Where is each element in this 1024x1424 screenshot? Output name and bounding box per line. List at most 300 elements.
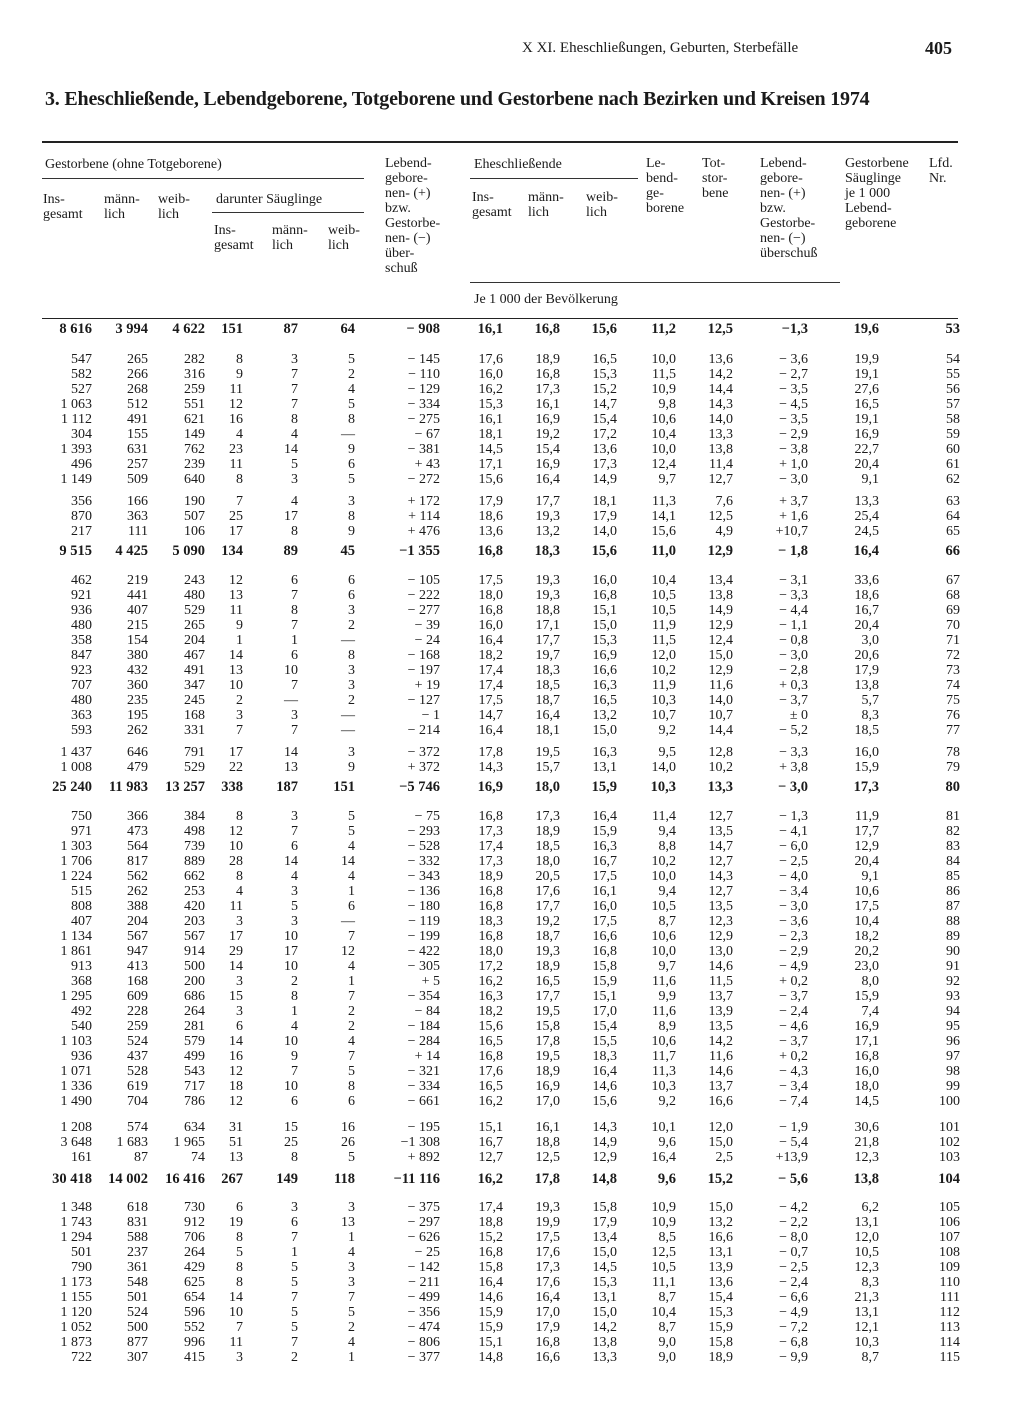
cell-weiblich: 706 <box>184 1230 205 1245</box>
cell-e-insgesamt: 16,0 <box>478 618 503 633</box>
cell-ueberschuss-rate: − 5,6 <box>777 1171 808 1187</box>
cell-saeuglinge-rate: 23,0 <box>854 959 879 974</box>
cell-totgeborene: 15,8 <box>708 1335 733 1350</box>
cell-e-maennlich: 19,7 <box>535 648 560 663</box>
cell-lebendgeborene: 10,6 <box>651 929 676 944</box>
cell-lfd-nr: 56 <box>946 382 960 397</box>
cell-maennlich: 817 <box>127 854 148 869</box>
cell-s-weiblich: 6 <box>348 457 355 472</box>
cell-ueberschuss: + 14 <box>414 1049 440 1064</box>
cell-e-maennlich: 16,9 <box>535 457 560 472</box>
cell-saeuglinge-rate: 19,9 <box>854 352 879 367</box>
cell-saeuglinge-rate: 18,0 <box>854 1079 879 1094</box>
cell-e-maennlich: 19,3 <box>535 588 560 603</box>
cell-ueberschuss: − 199 <box>407 929 440 944</box>
table-row <box>0 1290 1024 1305</box>
cell-ueberschuss-rate: − 3,8 <box>779 442 808 457</box>
cell-lfd-nr: 97 <box>946 1049 960 1064</box>
cell-lfd-nr: 78 <box>946 745 960 760</box>
cell-e-insgesamt: 18,2 <box>478 1004 503 1019</box>
cell-e-insgesamt: 18,3 <box>478 914 503 929</box>
cell-e-maennlich: 18,3 <box>534 543 560 559</box>
cell-e-insgesamt: 17,6 <box>478 352 503 367</box>
cell-lebendgeborene: 14,1 <box>651 509 676 524</box>
cell-ueberschuss: −1 308 <box>400 1135 440 1150</box>
cell-weiblich: 264 <box>184 1245 205 1260</box>
cell-lfd-nr: 82 <box>946 824 960 839</box>
cell-s-weiblich: 64 <box>340 321 355 337</box>
cell-lfd-nr: 114 <box>939 1335 960 1350</box>
cell-e-weiblich: 17,5 <box>592 869 617 884</box>
cell-s-maennlich: 187 <box>276 779 298 795</box>
cell-maennlich: 195 <box>127 708 148 723</box>
cell-e-maennlich: 17,3 <box>535 382 560 397</box>
cell-totgeborene: 13,7 <box>708 989 733 1004</box>
cell-s-maennlich: 7 <box>291 678 298 693</box>
cell-e-insgesamt: 16,0 <box>478 367 503 382</box>
cell-s-maennlich: 1 <box>291 1004 298 1019</box>
cell-s-weiblich: 151 <box>333 779 355 795</box>
cell-s-insgesamt: 31 <box>229 1120 243 1135</box>
cell-s-insgesamt: 19 <box>229 1215 243 1230</box>
cell-lebendgeborene: 8,7 <box>658 914 676 929</box>
cell-insgesamt: 790 <box>71 1260 92 1275</box>
cell-insgesamt: 1 120 <box>60 1305 92 1320</box>
cell-maennlich: 262 <box>127 884 148 899</box>
cell-e-weiblich: 16,3 <box>592 839 617 854</box>
cell-e-maennlich: 16,4 <box>535 708 560 723</box>
cell-e-insgesamt: 16,2 <box>477 1171 503 1187</box>
cell-maennlich: 407 <box>127 603 148 618</box>
cell-totgeborene: 13,1 <box>708 1245 733 1260</box>
cell-totgeborene: 12,9 <box>708 618 733 633</box>
cell-weiblich: 786 <box>184 1094 205 1109</box>
cell-totgeborene: 14,7 <box>708 839 733 854</box>
cell-insgesamt: 363 <box>71 708 92 723</box>
cell-ueberschuss-rate: + 3,8 <box>779 760 808 775</box>
cell-saeuglinge-rate: 18,5 <box>854 723 879 738</box>
cell-s-insgesamt: 10 <box>229 839 243 854</box>
cell-weiblich: 500 <box>184 959 205 974</box>
cell-ueberschuss: + 5 <box>421 974 440 989</box>
cell-s-maennlich: 4 <box>291 494 298 509</box>
table-row <box>0 708 1024 723</box>
cell-weiblich: 203 <box>184 914 205 929</box>
cell-e-maennlich: 15,8 <box>535 1019 560 1034</box>
cell-ueberschuss-rate: − 3,0 <box>777 779 808 795</box>
cell-saeuglinge-rate: 17,7 <box>854 824 879 839</box>
cell-e-weiblich: 16,4 <box>592 1064 617 1079</box>
table-row <box>0 854 1024 869</box>
cell-lebendgeborene: 10,4 <box>651 573 676 588</box>
cell-e-weiblich: 15,3 <box>592 367 617 382</box>
cell-weiblich: 739 <box>184 839 205 854</box>
cell-s-maennlich: 6 <box>291 648 298 663</box>
cell-insgesamt: 750 <box>71 809 92 824</box>
cell-s-maennlich: 3 <box>291 914 298 929</box>
header-insgesamt: Ins- gesamt <box>43 192 83 222</box>
cell-lfd-nr: 104 <box>938 1171 960 1187</box>
cell-s-weiblich: 12 <box>341 944 355 959</box>
cell-lebendgeborene: 10,0 <box>651 944 676 959</box>
cell-insgesamt: 1 437 <box>60 745 92 760</box>
cell-e-maennlich: 18,8 <box>535 603 560 618</box>
cell-ueberschuss-rate: − 1,3 <box>779 809 808 824</box>
cell-s-maennlich: — <box>284 693 298 708</box>
cell-lebendgeborene: 9,0 <box>658 1335 676 1350</box>
cell-lebendgeborene: 10,3 <box>650 779 676 795</box>
cell-e-insgesamt: 15,8 <box>478 1260 503 1275</box>
cell-lfd-nr: 108 <box>939 1245 960 1260</box>
cell-s-maennlich: 14 <box>284 745 298 760</box>
cell-saeuglinge-rate: 16,9 <box>854 1019 879 1034</box>
cell-ueberschuss-rate: −1,3 <box>781 321 808 337</box>
cell-s-insgesamt: 16 <box>229 412 243 427</box>
cell-e-insgesamt: 16,2 <box>478 1094 503 1109</box>
cell-e-insgesamt: 18,9 <box>478 869 503 884</box>
cell-saeuglinge-rate: 8,7 <box>861 1350 879 1365</box>
cell-s-weiblich: 3 <box>348 745 355 760</box>
cell-s-insgesamt: 8 <box>236 1275 243 1290</box>
cell-ueberschuss-rate: − 4,1 <box>779 824 808 839</box>
cell-ueberschuss-rate: − 3,0 <box>779 899 808 914</box>
page-title: 3. Eheschließende, Lebendgeborene, Totgeborene und Gestorbene nach Bezirken und Kreisen 1974 <box>45 88 870 110</box>
cell-e-insgesamt: 15,9 <box>478 1320 503 1335</box>
cell-e-maennlich: 16,9 <box>535 1079 560 1094</box>
cell-lebendgeborene: 9,7 <box>658 959 676 974</box>
header-maennlich: männ- lich <box>104 192 140 222</box>
cell-ueberschuss: − 129 <box>407 382 440 397</box>
cell-insgesamt: 923 <box>71 663 92 678</box>
header-s-maennlich: männ- lich <box>272 223 308 253</box>
table-row <box>0 780 1024 795</box>
cell-totgeborene: 12,5 <box>707 321 733 337</box>
cell-s-weiblich: — <box>341 708 355 723</box>
table-row <box>0 1019 1024 1034</box>
cell-lebendgeborene: 8,8 <box>658 839 676 854</box>
cell-totgeborene: 14,0 <box>708 412 733 427</box>
cell-e-maennlich: 17,6 <box>535 1245 560 1260</box>
cell-s-insgesamt: 14 <box>229 648 243 663</box>
cell-e-weiblich: 15,0 <box>592 1245 617 1260</box>
cell-s-maennlich: 10 <box>284 1034 298 1049</box>
cell-s-insgesamt: 6 <box>236 1019 243 1034</box>
cell-s-weiblich: 5 <box>348 397 355 412</box>
cell-totgeborene: 13,5 <box>708 824 733 839</box>
cell-maennlich: 564 <box>127 839 148 854</box>
cell-s-insgesamt: 11 <box>229 1335 243 1350</box>
cell-totgeborene: 18,9 <box>708 1350 733 1365</box>
cell-e-weiblich: 14,9 <box>592 472 617 487</box>
cell-e-weiblich: 14,8 <box>591 1171 617 1187</box>
cell-ueberschuss: − 626 <box>407 1230 440 1245</box>
cell-lfd-nr: 89 <box>946 929 960 944</box>
cell-s-weiblich: 3 <box>348 494 355 509</box>
cell-insgesamt: 407 <box>71 914 92 929</box>
header-lfd-nr: Lfd. Nr. <box>929 156 953 186</box>
cell-maennlich: 360 <box>127 678 148 693</box>
cell-totgeborene: 13,2 <box>708 1215 733 1230</box>
cell-e-maennlich: 18,9 <box>535 959 560 974</box>
table-row <box>0 1172 1024 1187</box>
cell-totgeborene: 4,9 <box>715 524 733 539</box>
cell-s-insgesamt: 29 <box>229 944 243 959</box>
table-row <box>0 974 1024 989</box>
cell-maennlich: 567 <box>127 929 148 944</box>
table-row <box>0 1135 1024 1150</box>
cell-e-maennlich: 16,9 <box>535 412 560 427</box>
cell-s-maennlich: 3 <box>291 809 298 824</box>
cell-saeuglinge-rate: 24,5 <box>854 524 879 539</box>
cell-insgesamt: 1 008 <box>60 760 92 775</box>
cell-e-insgesamt: 15,2 <box>478 1230 503 1245</box>
cell-weiblich: 245 <box>184 693 205 708</box>
cell-ueberschuss-rate: − 5,2 <box>779 723 808 738</box>
cell-s-insgesamt: 11 <box>229 899 243 914</box>
cell-ueberschuss: − 110 <box>408 367 440 382</box>
cell-weiblich: 543 <box>184 1064 205 1079</box>
cell-saeuglinge-rate: 3,0 <box>861 633 879 648</box>
cell-s-weiblich: 7 <box>348 929 355 944</box>
cell-e-insgesamt: 17,5 <box>478 573 503 588</box>
cell-maennlich: 3 994 <box>115 321 148 337</box>
cell-s-insgesamt: 267 <box>221 1171 243 1187</box>
cell-e-insgesamt: 16,7 <box>478 1135 503 1150</box>
cell-saeuglinge-rate: 18,6 <box>854 588 879 603</box>
cell-e-insgesamt: 16,3 <box>478 989 503 1004</box>
cell-e-insgesamt: 18,8 <box>478 1215 503 1230</box>
cell-insgesamt: 936 <box>71 1049 92 1064</box>
cell-maennlich: 631 <box>127 442 148 457</box>
cell-e-weiblich: 13,6 <box>592 442 617 457</box>
table-row <box>0 899 1024 914</box>
cell-weiblich: 662 <box>184 869 205 884</box>
cell-maennlich: 168 <box>127 974 148 989</box>
cell-saeuglinge-rate: 15,9 <box>854 989 879 1004</box>
cell-lfd-nr: 101 <box>939 1120 960 1135</box>
cell-lfd-nr: 58 <box>946 412 960 427</box>
cell-s-insgesamt: 17 <box>229 745 243 760</box>
cell-maennlich: 947 <box>127 944 148 959</box>
cell-lfd-nr: 65 <box>946 524 960 539</box>
cell-ueberschuss-rate: − 3,7 <box>779 693 808 708</box>
cell-weiblich: 190 <box>184 494 205 509</box>
cell-saeuglinge-rate: 25,4 <box>854 509 879 524</box>
cell-maennlich: 548 <box>127 1275 148 1290</box>
cell-s-maennlich: 14 <box>284 442 298 457</box>
cell-lfd-nr: 102 <box>939 1135 960 1150</box>
cell-weiblich: 491 <box>184 663 205 678</box>
cell-lebendgeborene: 11,0 <box>651 543 676 559</box>
cell-lebendgeborene: 8,7 <box>658 1320 676 1335</box>
cell-ueberschuss: − 354 <box>407 989 440 1004</box>
cell-totgeborene: 13,9 <box>708 1260 733 1275</box>
cell-weiblich: 347 <box>184 678 205 693</box>
cell-e-weiblich: 16,4 <box>592 809 617 824</box>
header-s-weiblich: weib- lich <box>328 223 360 253</box>
table-row <box>0 1004 1024 1019</box>
cell-maennlich: 166 <box>127 494 148 509</box>
cell-weiblich: 640 <box>184 472 205 487</box>
cell-ueberschuss: − 381 <box>407 442 440 457</box>
cell-e-weiblich: 14,3 <box>592 1120 617 1135</box>
cell-e-weiblich: 14,7 <box>592 397 617 412</box>
cell-insgesamt: 722 <box>71 1350 92 1365</box>
cell-saeuglinge-rate: 12,3 <box>854 1260 879 1275</box>
cell-ueberschuss-rate: − 9,9 <box>779 1350 808 1365</box>
cell-s-insgesamt: 22 <box>229 760 243 775</box>
cell-insgesamt: 515 <box>71 884 92 899</box>
cell-lfd-nr: 98 <box>946 1064 960 1079</box>
cell-e-weiblich: 15,1 <box>592 989 617 1004</box>
cell-maennlich: 479 <box>127 760 148 775</box>
cell-weiblich: 253 <box>184 884 205 899</box>
cell-lfd-nr: 68 <box>946 588 960 603</box>
cell-s-maennlich: 3 <box>291 352 298 367</box>
cell-e-maennlich: 19,5 <box>535 1004 560 1019</box>
cell-s-insgesamt: 8 <box>236 352 243 367</box>
cell-lfd-nr: 105 <box>939 1200 960 1215</box>
cell-s-maennlich: 8 <box>291 989 298 1004</box>
cell-lebendgeborene: 10,4 <box>651 427 676 442</box>
cell-e-insgesamt: 16,4 <box>478 633 503 648</box>
cell-ueberschuss-rate: +13,9 <box>775 1150 808 1165</box>
cell-s-weiblich: 2 <box>348 618 355 633</box>
cell-ueberschuss: − 334 <box>407 1079 440 1094</box>
cell-lfd-nr: 91 <box>946 959 960 974</box>
cell-lebendgeborene: 10,0 <box>651 352 676 367</box>
cell-e-weiblich: 18,1 <box>592 494 617 509</box>
cell-lebendgeborene: 11,5 <box>652 367 676 382</box>
cell-ueberschuss-rate: − 4,9 <box>779 1305 808 1320</box>
cell-e-maennlich: 18,9 <box>535 824 560 839</box>
cell-saeuglinge-rate: 20,6 <box>854 648 879 663</box>
cell-totgeborene: 12,0 <box>708 1120 733 1135</box>
cell-lfd-nr: 85 <box>946 869 960 884</box>
cell-e-weiblich: 16,5 <box>592 693 617 708</box>
cell-e-insgesamt: 17,3 <box>478 854 503 869</box>
cell-lebendgeborene: 10,5 <box>651 1260 676 1275</box>
table-row <box>0 457 1024 472</box>
cell-e-insgesamt: 16,8 <box>477 543 503 559</box>
cell-e-maennlich: 17,6 <box>535 884 560 899</box>
cell-e-maennlich: 17,7 <box>535 633 560 648</box>
cell-s-weiblich: 6 <box>348 899 355 914</box>
cell-lebendgeborene: 11,7 <box>652 1049 676 1064</box>
cell-s-maennlich: 17 <box>284 944 298 959</box>
cell-ueberschuss: + 476 <box>407 524 440 539</box>
cell-s-maennlich: 10 <box>284 929 298 944</box>
cell-lfd-nr: 112 <box>939 1305 960 1320</box>
header-totgeborene: Tot- stor- bene <box>702 156 729 201</box>
cell-lebendgeborene: 10,1 <box>651 1120 676 1135</box>
cell-e-maennlich: 18,1 <box>535 723 560 738</box>
table-row <box>0 322 1024 337</box>
cell-s-weiblich: 2 <box>348 367 355 382</box>
table-row <box>0 1094 1024 1109</box>
cell-ueberschuss-rate: − 3,5 <box>779 412 808 427</box>
table-row <box>0 494 1024 509</box>
cell-s-insgesamt: 12 <box>229 1094 243 1109</box>
cell-s-weiblich: 9 <box>348 524 355 539</box>
cell-lfd-nr: 64 <box>946 509 960 524</box>
cell-lfd-nr: 70 <box>946 618 960 633</box>
cell-insgesamt: 582 <box>71 367 92 382</box>
cell-maennlich: 831 <box>127 1215 148 1230</box>
cell-e-maennlich: 16,8 <box>535 1335 560 1350</box>
cell-weiblich: 168 <box>184 708 205 723</box>
cell-weiblich: 259 <box>184 382 205 397</box>
cell-e-insgesamt: 15,1 <box>478 1335 503 1350</box>
cell-totgeborene: 14,9 <box>708 603 733 618</box>
cell-maennlich: 441 <box>127 588 148 603</box>
cell-maennlich: 588 <box>127 1230 148 1245</box>
cell-e-weiblich: 15,0 <box>592 1305 617 1320</box>
cell-s-weiblich: 8 <box>348 648 355 663</box>
cell-insgesamt: 368 <box>71 974 92 989</box>
cell-maennlich: 380 <box>127 648 148 663</box>
cell-ueberschuss: − 180 <box>407 899 440 914</box>
table-row <box>0 760 1024 775</box>
cell-s-weiblich: 8 <box>348 1079 355 1094</box>
cell-e-insgesamt: 15,1 <box>478 1120 503 1135</box>
cell-saeuglinge-rate: 13,8 <box>853 1171 879 1187</box>
cell-e-weiblich: 14,6 <box>592 1079 617 1094</box>
cell-s-insgesamt: 25 <box>229 509 243 524</box>
cell-ueberschuss: −11 116 <box>393 1171 440 1187</box>
cell-e-insgesamt: 17,6 <box>478 1064 503 1079</box>
cell-ueberschuss: − 297 <box>407 1215 440 1230</box>
cell-e-weiblich: 14,2 <box>592 1320 617 1335</box>
cell-totgeborene: 14,4 <box>708 382 733 397</box>
cell-e-insgesamt: 16,4 <box>478 723 503 738</box>
cell-s-insgesamt: 8 <box>236 869 243 884</box>
cell-saeuglinge-rate: 5,7 <box>861 693 879 708</box>
cell-e-weiblich: 13,4 <box>592 1230 617 1245</box>
cell-ueberschuss-rate: − 3,3 <box>779 588 808 603</box>
cell-weiblich: 265 <box>184 618 205 633</box>
cell-s-insgesamt: 8 <box>236 472 243 487</box>
cell-maennlich: 574 <box>127 1120 148 1135</box>
cell-ueberschuss-rate: − 0,7 <box>779 1245 808 1260</box>
cell-ueberschuss: − 293 <box>407 824 440 839</box>
header-ueberschuss-rate: Lebend- gebore- nen- (+) bzw. Gestorbe- nen- (−) überschuß <box>760 156 818 261</box>
cell-totgeborene: 14,4 <box>708 723 733 738</box>
cell-lebendgeborene: 8,7 <box>658 1290 676 1305</box>
cell-ueberschuss: − 661 <box>407 1094 440 1109</box>
cell-s-maennlich: 1 <box>291 633 298 648</box>
cell-insgesamt: 547 <box>71 352 92 367</box>
cell-totgeborene: 12,9 <box>708 929 733 944</box>
cell-weiblich: 762 <box>184 442 205 457</box>
cell-lfd-nr: 71 <box>946 633 960 648</box>
cell-e-weiblich: 12,9 <box>592 1150 617 1165</box>
cell-lfd-nr: 62 <box>946 472 960 487</box>
cell-insgesamt: 1 873 <box>60 1335 92 1350</box>
cell-lfd-nr: 100 <box>939 1094 960 1109</box>
cell-e-maennlich: 17,7 <box>535 494 560 509</box>
cell-weiblich: 239 <box>184 457 205 472</box>
cell-s-insgesamt: 12 <box>229 573 243 588</box>
cell-maennlich: 524 <box>127 1305 148 1320</box>
cell-ueberschuss: + 114 <box>408 509 440 524</box>
cell-maennlich: 528 <box>127 1064 148 1079</box>
cell-saeuglinge-rate: 17,5 <box>854 899 879 914</box>
header-gestorbene: Gestorbene (ohne Totgeborene) <box>45 157 222 172</box>
cell-saeuglinge-rate: 21,3 <box>854 1290 879 1305</box>
cell-e-insgesamt: 15,6 <box>478 1019 503 1034</box>
cell-saeuglinge-rate: 17,9 <box>854 663 879 678</box>
